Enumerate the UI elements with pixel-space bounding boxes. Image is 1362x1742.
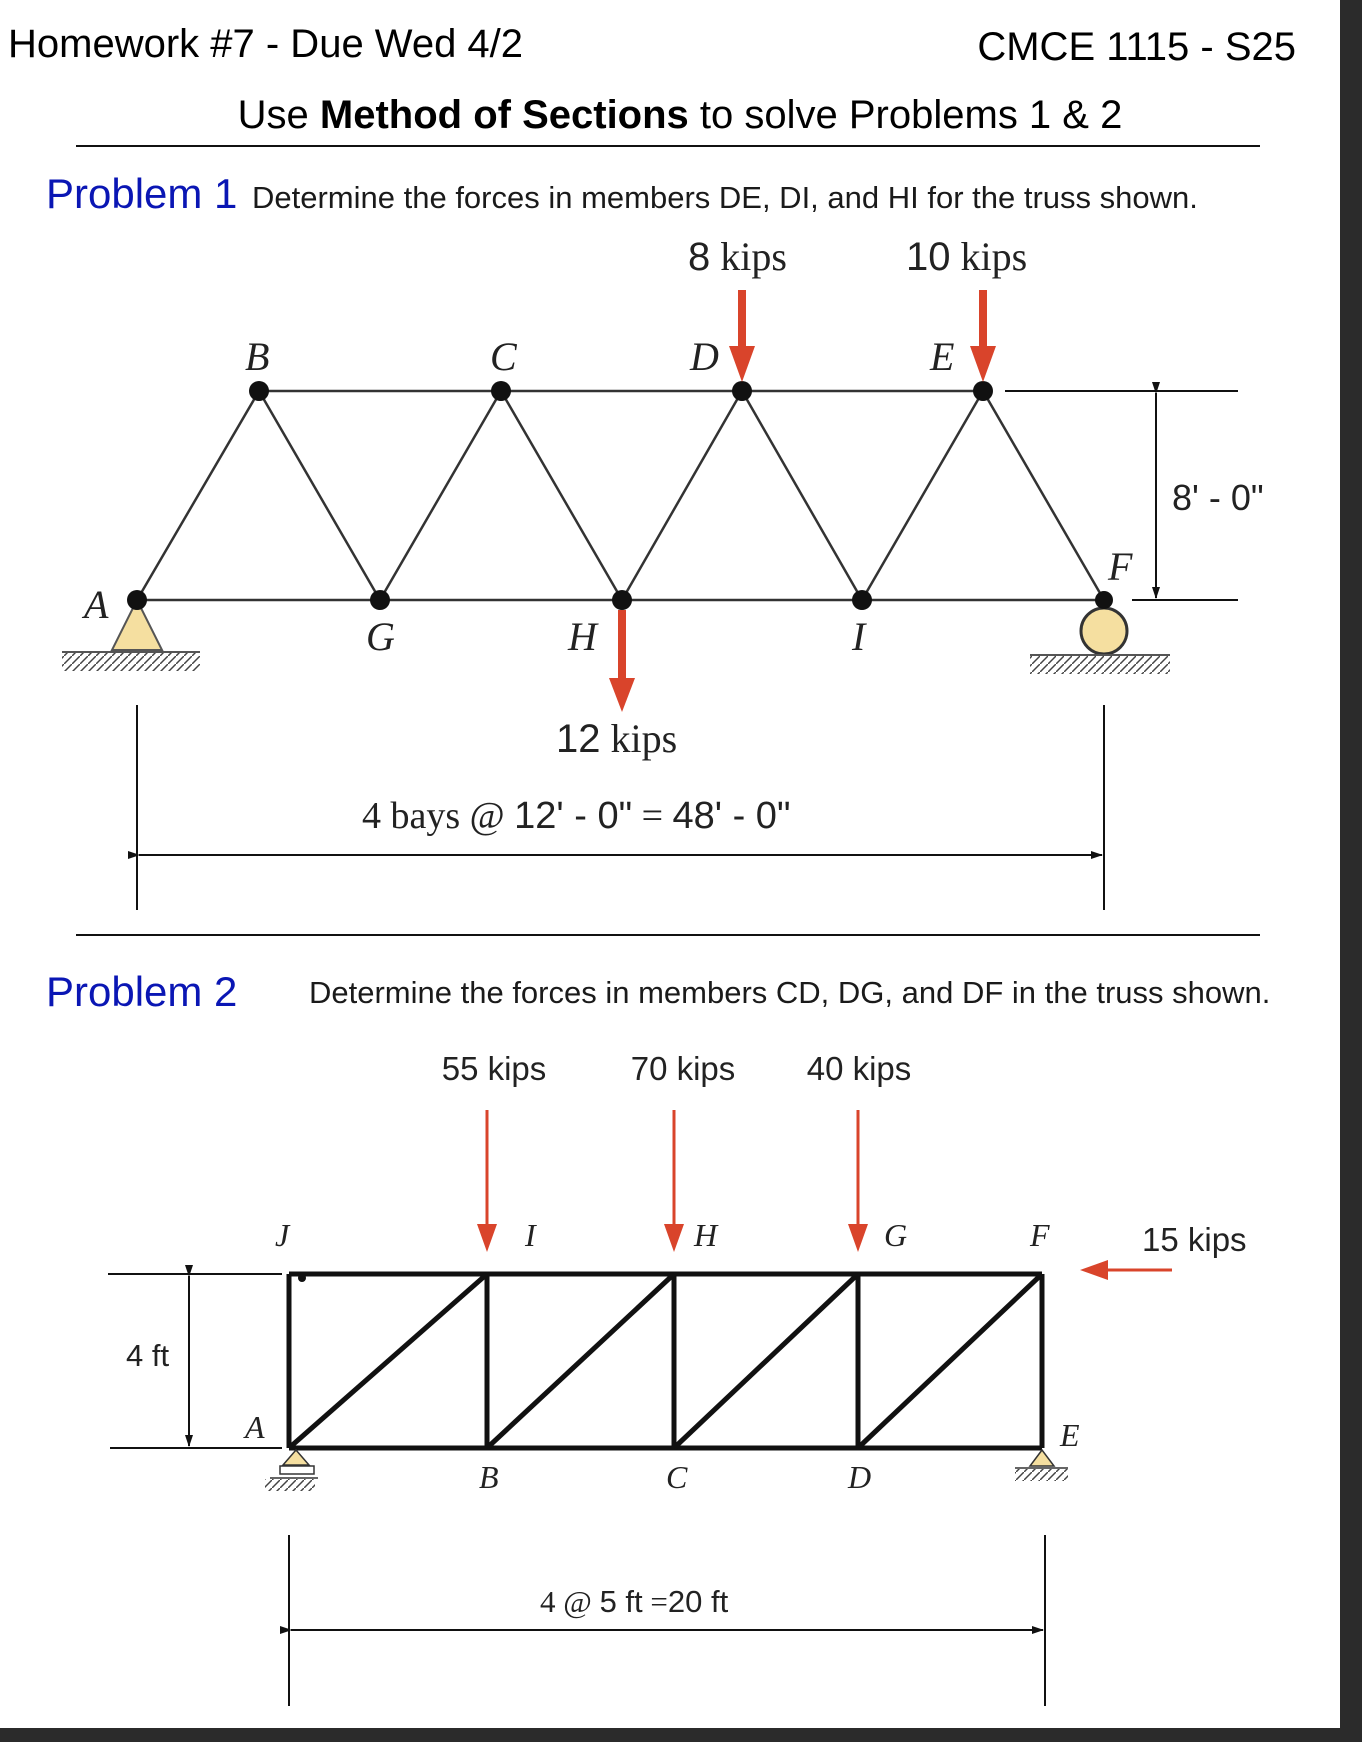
member-D-I	[742, 391, 862, 600]
member-C-H	[501, 391, 622, 600]
load-E-unit: kips	[950, 234, 1028, 279]
load-I-value: 55 kips	[441, 1050, 547, 1087]
node2-J-label: J	[275, 1217, 290, 1253]
span-bay: 12' - 0"	[514, 795, 633, 837]
problem1-label: Problem 1	[46, 170, 238, 217]
span2-bay: 5 ft	[599, 1584, 643, 1619]
span-label	[362, 795, 790, 837]
load-G-value: 40 kips	[806, 1050, 912, 1087]
joint-J	[298, 1274, 306, 1282]
joint-G	[370, 590, 390, 610]
assignment-title: Homework #7 - Due Wed 4/2	[8, 22, 524, 66]
joint-C	[491, 381, 511, 401]
node-C-label: C	[490, 334, 517, 379]
load-E-number: 10	[906, 235, 951, 279]
node2-H-label: H	[694, 1217, 718, 1253]
node-F-label: F	[1108, 544, 1133, 589]
node-G-label: G	[366, 614, 395, 659]
load-H-unit: kips	[600, 716, 678, 761]
span-pre: 4 bays @	[362, 795, 515, 837]
node2-C-label: C	[666, 1459, 688, 1495]
node2-B-label: B	[479, 1459, 499, 1495]
node2-D-label: D	[848, 1459, 872, 1495]
member-E-F	[983, 391, 1104, 600]
load-F-value: 15 kips	[1142, 1221, 1247, 1258]
problem1-description: Determine the forces in members DE, DI, and HI for the truss shown.	[252, 180, 1198, 215]
load-arrow-D	[729, 290, 755, 382]
node2-G-label: G	[884, 1217, 908, 1253]
span2-label	[540, 1584, 729, 1619]
joint-H	[612, 590, 632, 610]
node-H-label: H	[568, 614, 597, 659]
roller-support-F	[1030, 608, 1170, 674]
load-E-value	[906, 234, 1027, 279]
roller-support-A	[265, 1450, 318, 1491]
member-B-H	[487, 1274, 674, 1448]
node-B-label: B	[245, 334, 270, 379]
load-arrow-G	[848, 1110, 868, 1252]
node2-E-label: E	[1060, 1417, 1080, 1453]
member-I-E	[862, 391, 983, 600]
load-arrow-H	[664, 1110, 684, 1252]
joint-F	[1095, 591, 1113, 609]
instruction-post: to solve Problems 1 & 2	[688, 93, 1123, 137]
member-H-D	[622, 391, 742, 600]
load-arrow-E	[970, 290, 996, 382]
instruction-bold: Method of Sections	[319, 93, 689, 137]
member-C-G	[674, 1274, 858, 1448]
load-H-number: 12	[556, 717, 601, 761]
node-D-label: D	[690, 334, 719, 379]
load-H-value: 70 kips	[630, 1050, 736, 1087]
span-total: 48' - 0"	[672, 795, 791, 837]
problem2-label: Problem 2	[46, 968, 238, 1015]
node-I-label: I	[852, 614, 866, 659]
member-D-F	[858, 1274, 1042, 1448]
member-B-G	[259, 391, 380, 600]
node2-F-label: F	[1030, 1217, 1050, 1253]
height-label: 8' - 0"	[1172, 477, 1264, 518]
load-D-value	[688, 234, 787, 279]
height2-label: 4 ft	[126, 1338, 170, 1373]
load-D-number: 8	[688, 235, 711, 279]
member-A-B	[137, 391, 259, 600]
joint-E	[973, 381, 993, 401]
instruction-pre: Use	[237, 93, 320, 137]
node2-I-label: I	[525, 1217, 536, 1253]
load-arrow-I	[477, 1110, 497, 1252]
load-H-value	[556, 716, 677, 761]
load-D-unit: kips	[710, 234, 787, 279]
joint-B	[249, 381, 269, 401]
span2-total: 20 ft	[667, 1584, 729, 1619]
span2-pre: 4 @	[540, 1584, 600, 1619]
span2-eq: =	[642, 1584, 668, 1619]
load-arrow-F	[1080, 1260, 1172, 1280]
truss1	[62, 234, 1264, 910]
joint-I	[852, 590, 872, 610]
member-A-I	[289, 1274, 487, 1448]
node-A-label: A	[84, 582, 109, 627]
joint-A	[127, 590, 147, 610]
member-G-C	[380, 391, 501, 600]
instruction-line	[238, 93, 1123, 137]
truss2	[108, 1050, 1247, 1706]
span-eq: =	[632, 795, 673, 837]
course-code: CMCE 1115 - S25	[977, 25, 1296, 69]
node-E-label: E	[930, 334, 955, 379]
problem2-description: Determine the forces in members CD, DG, and DF in the truss shown.	[309, 975, 1271, 1010]
joint-D	[732, 381, 752, 401]
load-arrow-H	[609, 610, 635, 712]
pin-support-A	[62, 600, 200, 671]
pin-support-E	[1015, 1450, 1068, 1481]
node2-A-label: A	[245, 1409, 265, 1445]
